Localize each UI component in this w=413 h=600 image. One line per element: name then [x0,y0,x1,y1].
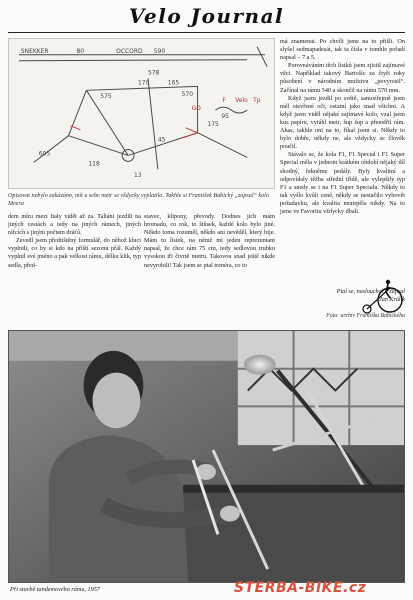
sketch-note: 165 [167,79,180,87]
sketch-note: 80 [76,47,85,55]
article-column-2 [144,213,275,270]
sketch-note: OCCORD [116,47,143,55]
article-column-3 [280,38,405,216]
paragraph: stavec, klipony, převody. Dodnes jich mám hromadu, co rok, to štůsek, každé kolo bylo jiné. Někdo toma rozuměl, někdo ani nevěděl, který bije. Mám tu lístek, na němž mi jeden reprezentant napsal, že chce rám 75 cm, tedy sedlovou trubku vysokou tři čtvrtě metru. Takovou snad ještě nikde nevyrobili! Tak jsem se ptal trenéra, co to [144,213,275,269]
sketch-note: 605 [38,150,51,158]
sketch-note: GD [191,105,201,113]
sketch-note: F [222,97,226,105]
paragraph: Když jsem jezdil po světě, samozřejmě jsem měl otevřené oči, ostatní jako snad všichni. A když jsem viděl nějaké zajímavé kolo, vzal jsem kus papíru, vytáhl metr, šup šup a přeměřil rám. Ahas, takhle oni na to, říkal jsem si. Někdy to bylo dobře, někdy ne, ale vždycky se člověk poučil. [280,94,405,151]
photo-caption: Při stavbě tandemového rámu, 1957 [10,586,100,593]
paragraph: Zevedl jsem předtištěný formulář, do něhož kluci vyplnili, co by si kdo na příští sezonu přál. Každý vyplnil své jméno a pak velkost rámu, délku klik, typ sedla, před- [8,237,141,269]
sketch-note: 570 [181,91,194,99]
watermark-logo: STERBA-BIKE.cz [234,580,367,596]
masthead-title: Velo Journal [128,4,285,28]
paragraph: Porovnáváním těch lístků jsem zjistil zajímavé věci. Například takový Bartošíc za čtyři roky působení v národním mužstvu „povyrostl“. Začínal na rámu 540 a skončil na rámu 570 mm. [280,62,405,94]
sketch-note: 13 [134,172,142,180]
masthead-rule [8,32,405,33]
sketch-note: 575 [100,93,112,101]
paragraph: má znamenat. Po chvíli jsme na to přišli. On slyšel sedmapadesát, tak ta čísla v tomhle pořadí napsal – 7 a 5. [280,38,405,62]
sketch-note: 578 [147,69,160,77]
author-name: Jan Králík [379,297,405,303]
photo-credit: Foto: archiv Františka Babického [326,313,405,319]
sketch-note: 45 [157,136,166,144]
sketch-note: 590 [153,47,166,55]
sketch-note: 95 [221,112,229,120]
masthead [0,4,413,32]
paragraph: dem míru mezi Italy vidět až za. Taliáni jezdili na jiných cestách a tedy na jiných rámech, jiných ráfcích s jiným počtem dráťů. [8,213,141,237]
sketch-note: Velo [235,97,248,105]
sketch-note: 170 [138,79,150,87]
sketch-note: 175 [207,120,219,128]
sketch-note: SNEKKER [20,47,49,55]
frame-sketch-image [8,38,275,189]
sketch-note: Tp [253,97,261,105]
article-column-1 [8,213,141,270]
sketch-caption: Opisovat nebylo zakázáno, mít u sebe metr se vždycky vyplatilo. Takhle si František Babický „zapsal“ kolo Meera [8,193,269,207]
paragraph: Stávalo se, že kola F1, F1 Special i F1 Super Special měla v jednom krátkém období nějaký díl shodný, řekněme pedály. Byly kvalitní a odpovídaly těžba střední třídě, ale vylepšily typ F1 a snedy se i na F1 Super Specialu. Někdy to tak vyšlo kvůli ceně, někdy se nestačilo vyhovět požadavku, ale kvalita neutrpěla nikdy. Na to jsme ve Favoritu vždycky dbali. [280,151,405,215]
workshop-photo [8,330,405,583]
sketch-note: 118 [88,160,100,168]
penny-farthing-icon [359,278,405,314]
signature-line: Ptal se, naslouchal a zapsal [336,289,405,295]
